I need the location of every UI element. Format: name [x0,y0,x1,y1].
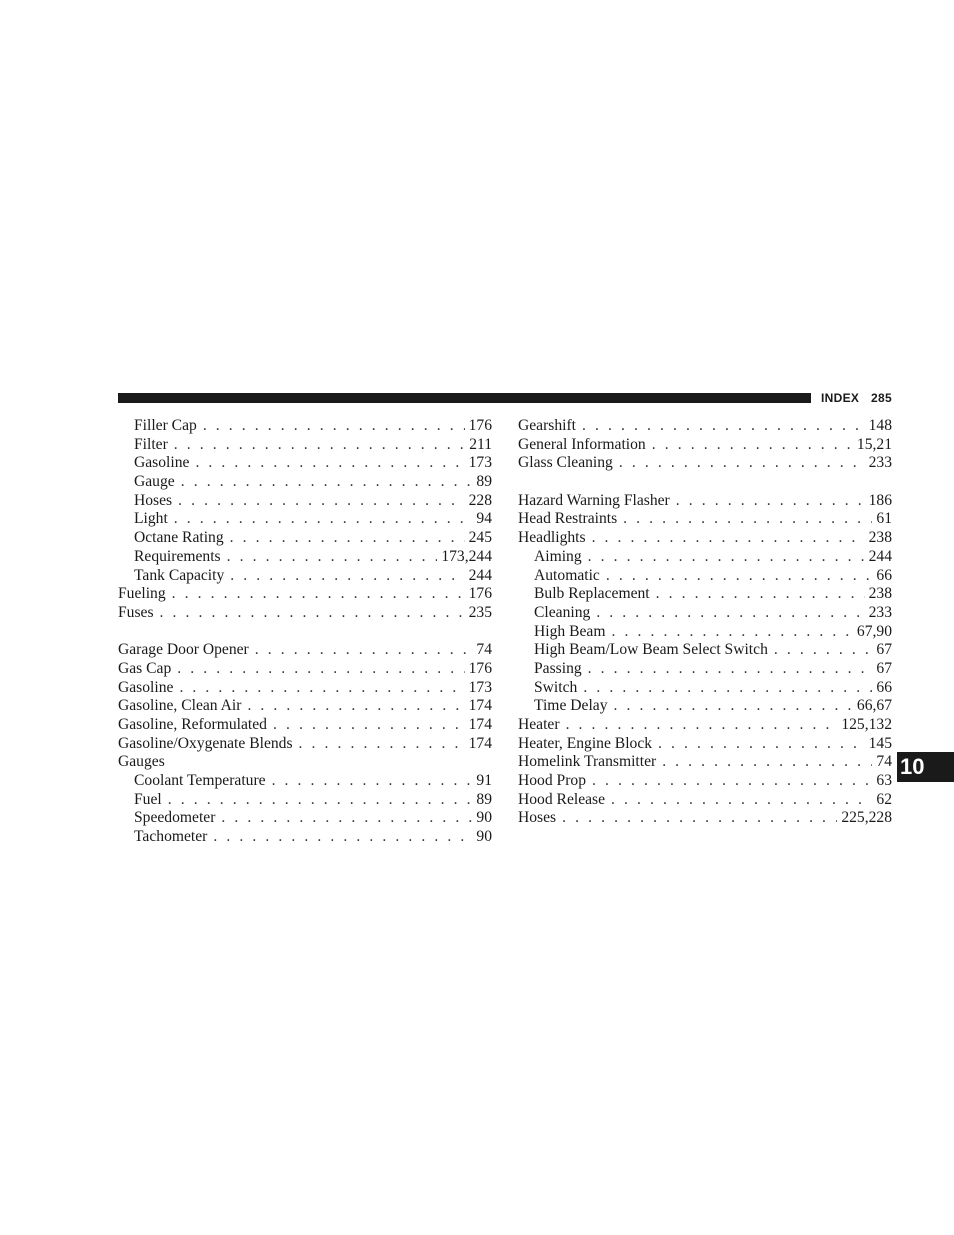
index-term: Passing [534,659,582,677]
index-page-ref: 235 [468,603,492,621]
page-number: 285 [871,391,892,405]
index-page-ref: 67 [876,659,892,677]
index-term: Gas Cap [118,659,172,677]
dot-leader [230,567,464,586]
chapter-tab [897,752,954,782]
dot-leader [774,641,873,660]
dot-leader [614,697,853,716]
dot-leader [582,417,865,436]
index-term: Requirements [134,547,221,565]
index-entry [518,585,892,604]
index-page-ref: 238 [868,585,892,603]
index-page-ref: 66,67 [856,697,892,715]
index-entry [118,679,492,698]
index-entry [118,791,492,810]
index-page-ref: 228 [468,491,492,509]
index-entry [518,697,892,716]
dot-leader [272,772,473,791]
dot-leader [676,492,865,511]
index-term: High Beam/Low Beam Select Switch [534,641,768,659]
index-entry [518,660,892,679]
index-entry [518,772,892,791]
index-page-ref: 176 [468,585,492,603]
index-page-ref: 61 [876,510,892,528]
dot-leader [652,436,853,455]
index-entry [118,753,492,772]
index-term: Headlights [518,529,586,547]
index-entry [518,510,892,529]
index-entry [118,772,492,791]
index-page-ref: 173,244 [441,547,492,565]
header-rule [118,393,811,403]
index-entry [118,492,492,511]
dot-leader [172,585,465,604]
index-term: Gauges [118,753,165,771]
index-entry [118,473,492,492]
index-term: Time Delay [534,697,608,715]
index-term: Hood Prop [518,772,587,790]
dot-leader [583,679,872,698]
index-entry [118,548,492,567]
index-entry [518,529,892,548]
index-entry [118,809,492,828]
index-page-ref: 174 [468,734,492,752]
index-term: Gasoline [118,678,174,696]
index-term: Tachometer [134,828,208,846]
index-entry [518,809,892,828]
index-entry [518,735,892,754]
index-page-ref: 62 [876,790,892,808]
chapter-tab-number: 10 [900,754,925,779]
index-column-left [118,417,492,847]
index-entry [118,436,492,455]
index-entry [518,679,892,698]
dot-leader [177,660,464,679]
dot-leader [160,604,465,623]
index-term: Fuses [118,603,154,621]
index-term: Heater, Engine Block [518,734,653,752]
dot-leader [174,510,473,529]
index-term: Switch [534,678,578,696]
dot-leader [227,548,438,567]
running-head-title: INDEX [821,391,860,405]
dot-leader [181,473,473,492]
dot-leader [213,828,472,847]
dot-leader [611,791,872,810]
index-term: Cleaning [534,603,591,621]
index-entry [518,641,892,660]
index-entry [518,436,892,455]
index-entry [118,641,492,660]
index-term: Glass Cleaning [518,454,613,472]
index-term: Light [134,510,168,528]
dot-leader [623,510,872,529]
dot-leader [619,454,865,473]
dot-leader [230,529,465,548]
index-term: Hood Release [518,790,606,808]
dot-leader [255,641,473,660]
dot-leader [174,436,465,455]
index-term: Tank Capacity [134,566,225,584]
index-page-ref: 90 [476,828,492,846]
index-term: Homelink Transmitter [518,753,657,771]
index-term: Fueling [118,585,166,603]
index-entry [118,567,492,586]
dot-leader [606,567,873,586]
index-page-ref: 173 [468,678,492,696]
index-page-ref: 176 [468,659,492,677]
index-term: Fuel [134,790,162,808]
index-term: Hoses [134,491,173,509]
dot-leader [596,604,864,623]
index-term: Speedometer [134,809,216,827]
dot-leader [592,529,865,548]
index-entry [518,623,892,642]
index-page-ref: 176 [468,417,492,434]
index-term: High Beam [534,622,606,640]
index-page-ref: 145 [868,734,892,752]
index-page-ref: 238 [868,529,892,547]
index-column-right [518,417,892,828]
index-entry [118,716,492,735]
index-page-ref: 125,132 [841,716,892,733]
index-entry [118,604,492,623]
index-term: Gearshift [518,417,577,434]
index-page-ref: 89 [476,790,492,808]
dot-leader [221,809,472,828]
index-term: Coolant Temperature [134,772,266,790]
index-page-ref: 225,228 [841,809,892,827]
index-page-ref: 67,90 [856,622,892,640]
dot-leader [611,623,852,642]
dot-leader [247,697,464,716]
index-page-ref: 63 [876,772,892,790]
index-page-ref: 174 [468,697,492,715]
index-page-ref: 233 [868,603,892,621]
index-term: Gasoline/Oxygenate Blends [118,734,293,752]
dot-leader [562,809,837,828]
index-page-ref: 67 [876,641,892,659]
index-term: Gasoline, Clean Air [118,697,242,715]
dot-leader [656,585,865,604]
index-page-ref: 74 [476,641,492,659]
index-term: Gasoline [134,454,190,472]
index-page-ref: 173 [468,454,492,472]
index-page-ref: 94 [476,510,492,528]
dot-leader [273,716,465,735]
index-page-ref: 186 [868,491,892,509]
dot-leader [566,716,838,735]
index-entry [118,510,492,529]
index-entry [518,753,892,772]
index-term: Aiming [534,547,582,565]
index-entry [518,548,892,567]
index-page-ref: 15,21 [856,435,892,453]
index-term: Heater [518,716,560,733]
dot-leader [178,492,464,511]
index-page-ref: 211 [469,435,492,453]
index-term: Bulb Replacement [534,585,650,603]
index-term: Gasoline, Reformulated [118,716,267,733]
index-page-ref: 66 [876,678,892,696]
dot-leader [588,548,865,567]
dot-leader [203,417,465,436]
index-term: Hoses [518,809,557,827]
index-page-ref: 233 [868,454,892,472]
index-term: Garage Door Opener [118,641,249,659]
index-entry [118,585,492,604]
index-term: Filter [134,435,168,453]
index-page-ref: 74 [876,753,892,771]
index-entry [118,828,492,847]
index-page-ref: 91 [476,772,492,790]
index-page-ref: 66 [876,566,892,584]
index-page-ref: 244 [868,547,892,565]
index-entry [118,529,492,548]
index-entry [518,567,892,586]
index-term: Octane Rating [134,529,224,547]
index-term: Gauge [134,473,175,491]
dot-leader [168,791,473,810]
index-entry [118,417,492,436]
index-page-ref: 89 [476,473,492,491]
index-page-ref: 174 [468,716,492,733]
index-term: Hazard Warning Flasher [518,491,670,509]
index-entry [518,417,892,436]
index-entry [518,454,892,473]
index-term: Head Restraints [518,510,618,528]
index-term: Filler Cap [134,417,197,434]
index-page-ref: 245 [468,529,492,547]
dot-leader [195,454,464,473]
index-page-ref: 148 [868,417,892,434]
index-entry [118,697,492,716]
dot-leader [592,772,872,791]
index-entry [118,735,492,754]
index-entry [518,604,892,623]
dot-leader [299,735,465,754]
index-page-ref: 90 [476,809,492,827]
index-entry [118,660,492,679]
dot-leader [658,735,865,754]
index-entry [118,454,492,473]
dot-leader [179,679,464,698]
index-term: Automatic [534,566,600,584]
index-term: General Information [518,435,646,453]
index-entry [518,791,892,810]
index-entry [518,716,892,735]
dot-leader [588,660,873,679]
dot-leader [662,753,872,772]
index-page-ref: 244 [468,566,492,584]
index-entry [518,492,892,511]
